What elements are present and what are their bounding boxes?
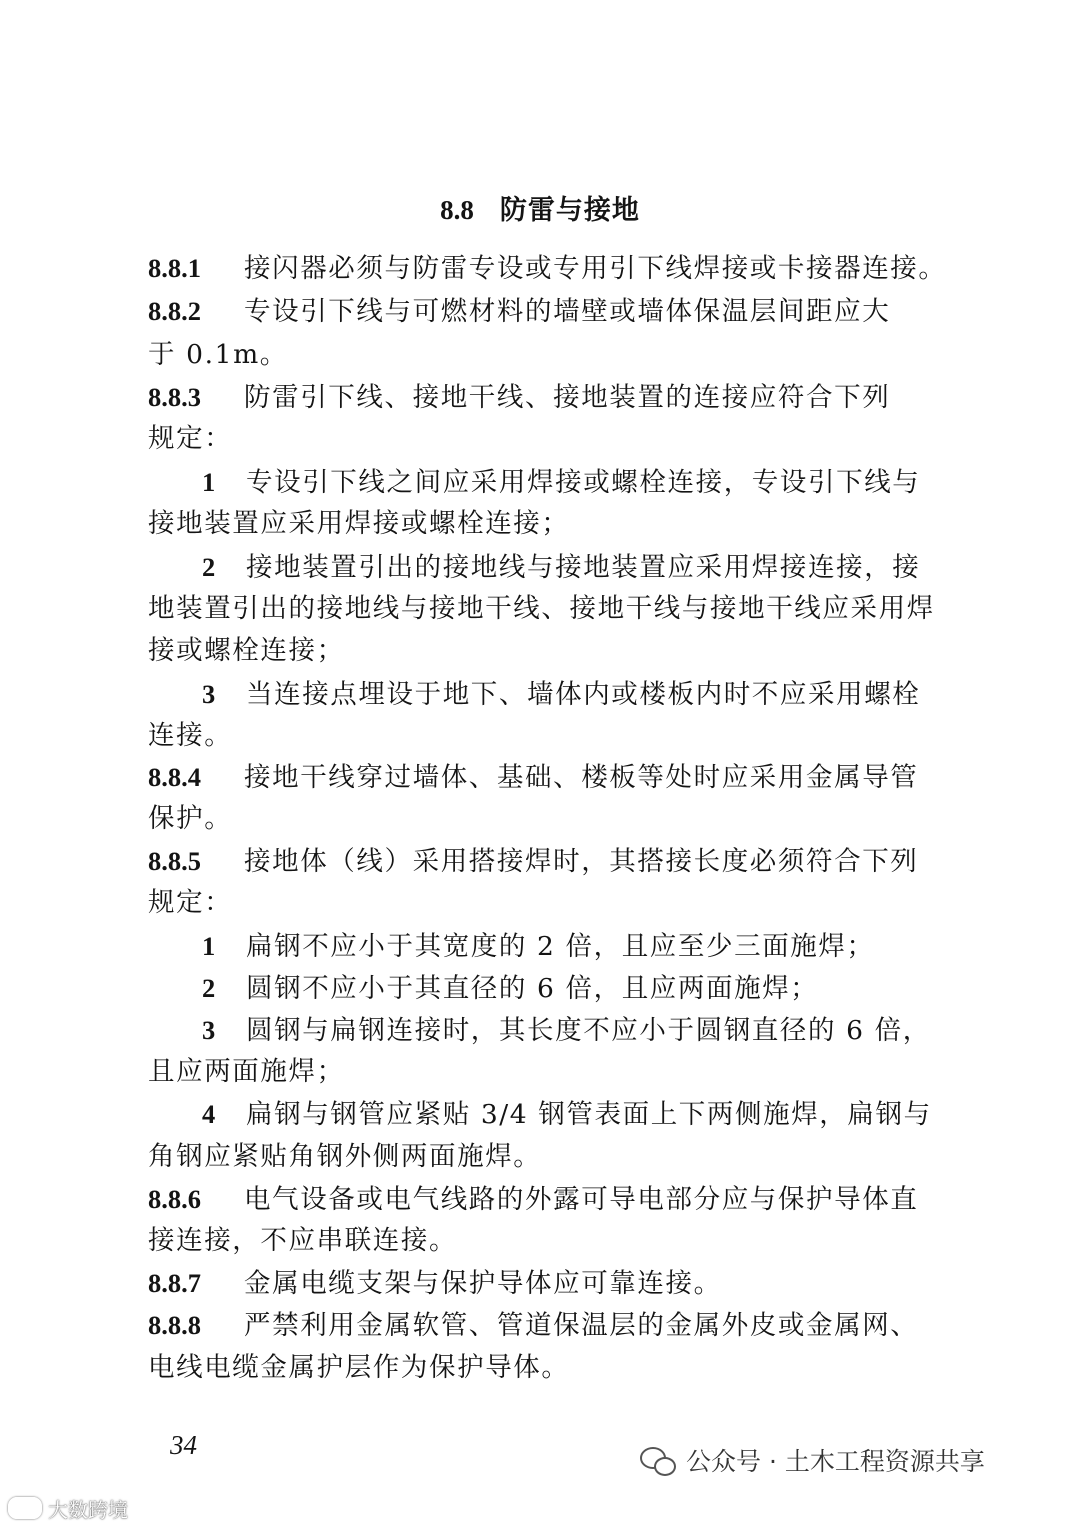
clause-number: 8.8.7 xyxy=(148,1268,201,1298)
clause-number: 8.8.2 xyxy=(148,296,201,326)
line-text: 接地体（线）采用搭接焊时，其搭接长度必须符合下列 xyxy=(244,846,919,877)
clause-number: 8.8.6 xyxy=(148,1184,201,1214)
text-line xyxy=(148,715,938,757)
clause-number: 8.8.4 xyxy=(148,762,201,792)
line-text: 接连接，不应串联连接。 xyxy=(148,1225,458,1256)
line-text: 金属电缆支架与保护导体应可靠连接。 xyxy=(244,1268,722,1299)
line-text: 电气设备或电气线路的外露可导电部分应与保护导体直 xyxy=(244,1184,919,1215)
corner-logo-text: 大数跨境 xyxy=(48,1497,128,1522)
section-number: 8.8 xyxy=(440,195,474,225)
section-title-text: 防雷与接地 xyxy=(499,195,640,226)
line-text: 保护。 xyxy=(148,803,233,834)
line-text: 规定： xyxy=(148,887,233,918)
item-number: 4 xyxy=(202,1099,216,1129)
item-number: 2 xyxy=(202,552,216,582)
item-number: 1 xyxy=(202,931,216,961)
line-text: 圆钢与扁钢连接时，其长度不应小于圆钢直径的 6 倍， xyxy=(246,1015,931,1046)
line-text: 规定： xyxy=(148,423,233,454)
text-line xyxy=(148,1262,938,1305)
text-line xyxy=(202,1093,938,1136)
item-number: 1 xyxy=(202,467,216,497)
line-text: 扁钢不应小于其宽度的 2 倍，且应至少三面施焊； xyxy=(246,931,875,962)
text-line xyxy=(148,798,938,840)
clause-number: 8.8.5 xyxy=(148,846,201,876)
watermark xyxy=(640,1440,985,1480)
text-line xyxy=(148,1051,938,1093)
page-number: 34 xyxy=(170,1430,197,1460)
text-line xyxy=(148,334,938,376)
text-line xyxy=(202,925,938,968)
line-text: 电线电缆金属护层作为保护导体。 xyxy=(148,1352,570,1383)
wechat-icon xyxy=(640,1445,676,1475)
item-number: 2 xyxy=(202,973,216,1003)
line-text: 专设引下线之间应采用焊接或螺栓连接，专设引下线与 xyxy=(246,467,921,498)
text-line xyxy=(148,630,938,672)
clause-number: 8.8.8 xyxy=(148,1310,201,1340)
line-text: 接地干线穿过墙体、基础、楼板等处时应采用金属导管 xyxy=(244,762,919,793)
line-text: 角钢应紧贴角钢外侧两面施焊。 xyxy=(148,1141,542,1172)
text-line xyxy=(148,1304,938,1347)
text-line xyxy=(148,882,938,924)
text-line xyxy=(202,461,938,504)
line-text: 接地装置应采用焊接或螺栓连接； xyxy=(148,508,570,539)
text-line xyxy=(148,756,938,799)
clause-number: 8.8.1 xyxy=(148,253,201,283)
text-line xyxy=(148,1347,938,1389)
text-line xyxy=(202,673,938,716)
line-text: 圆钢不应小于其直径的 6 倍，且应两面施焊； xyxy=(246,973,819,1004)
line-text: 地装置引出的接地线与接地干线、接地干线与接地干线应采用焊 xyxy=(148,593,935,624)
line-text: 于 0.1m。 xyxy=(148,339,288,370)
text-line xyxy=(148,376,938,419)
text-line xyxy=(202,546,938,589)
text-line xyxy=(202,967,938,1010)
line-text: 专设引下线与可燃材料的墙壁或墙体保温层间距应大 xyxy=(244,296,891,327)
text-line xyxy=(148,503,938,545)
text-line xyxy=(148,290,938,333)
text-line xyxy=(148,1220,938,1262)
item-number: 3 xyxy=(202,679,216,709)
clause-number: 8.8.3 xyxy=(148,382,201,412)
text-line xyxy=(202,1009,938,1052)
watermark-text: 公众号 · 土木工程资源共享 xyxy=(686,1447,985,1476)
section-title xyxy=(0,188,1080,227)
corner-logo xyxy=(8,1494,128,1522)
line-text: 且应两面施焊； xyxy=(148,1056,345,1087)
text-line xyxy=(148,247,947,290)
text-line xyxy=(148,418,938,460)
line-text: 防雷引下线、接地干线、接地装置的连接应符合下列 xyxy=(244,382,891,413)
line-text: 当连接点埋设于地下、墙体内或楼板内时不应采用螺栓 xyxy=(246,679,921,710)
line-text: 扁钢与钢管应紧贴 3/4 钢管表面上下两侧施焊，扁钢与 xyxy=(246,1099,932,1130)
logo-mark-icon xyxy=(8,1497,42,1519)
text-line xyxy=(148,1136,938,1178)
line-text: 接闪器必须与防雷专设或专用引下线焊接或卡接器连接。 xyxy=(244,253,947,284)
line-text: 接或螺栓连接； xyxy=(148,635,345,666)
item-number: 3 xyxy=(202,1015,216,1045)
line-text: 严禁利用金属软管、管道保温层的金属外皮或金属网、 xyxy=(244,1310,919,1341)
line-text: 连接。 xyxy=(148,720,233,751)
text-line xyxy=(148,1178,938,1221)
text-line xyxy=(148,588,938,630)
line-text: 接地装置引出的接地线与接地装置应采用焊接连接，接 xyxy=(246,552,921,583)
text-line xyxy=(148,840,938,883)
